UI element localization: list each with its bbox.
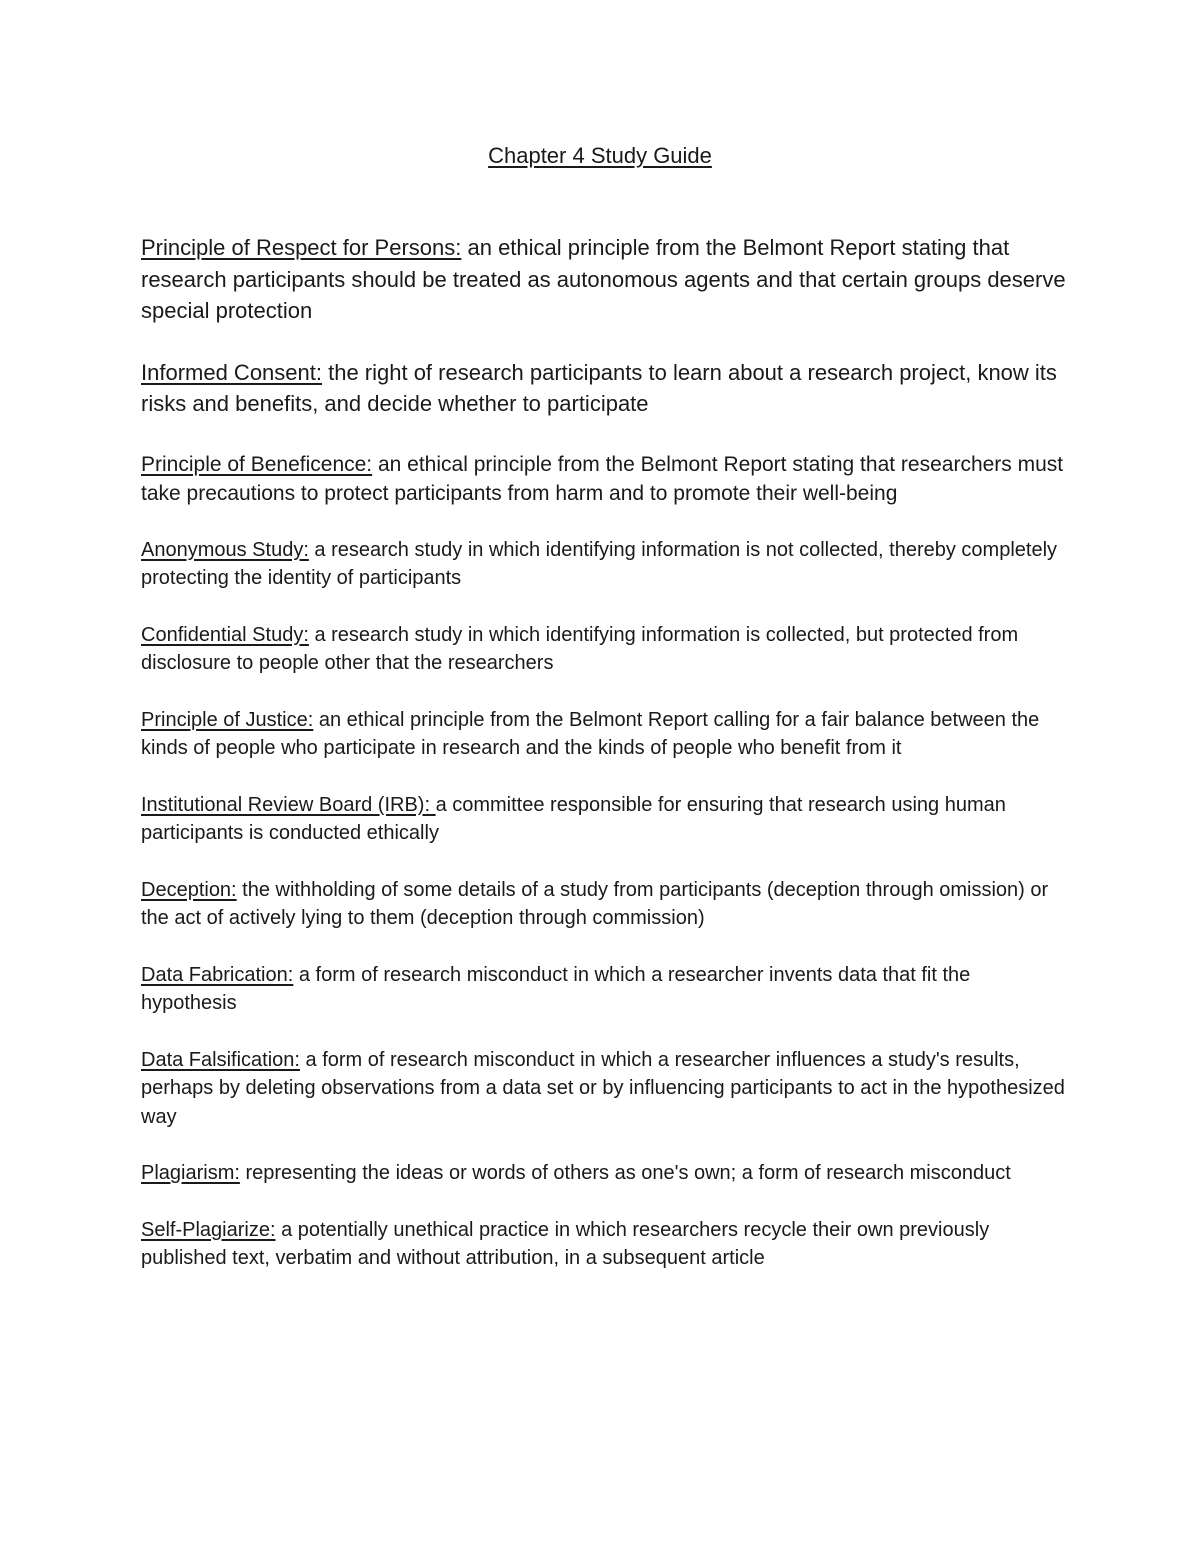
glossary-definition: a form of research misconduct in which a researcher influences a study's results, perhaps by deleting observations from a data set or by influencing participants to act in the hypothesized way <box>141 1048 1065 1128</box>
glossary-entry-data-fabrication <box>141 961 1071 1018</box>
glossary-term: Institutional Review Board (IRB): <box>141 793 436 816</box>
glossary-term: Principle of Beneficence: <box>141 452 373 476</box>
glossary-definition: a committee responsible for ensuring that research using human participants is conducted ethically <box>141 793 1006 844</box>
glossary-definition: a research study in which identifying information is collected, but protected from disclosure to people other that the researchers <box>141 623 1019 674</box>
glossary-entry-anonymous-study <box>141 536 1071 593</box>
glossary-term: Anonymous Study: <box>141 538 309 561</box>
glossary-definition: an ethical principle from the Belmont Report stating that research participants should be treated as autonomous agents and that certain groups deserve special protection <box>141 235 1066 323</box>
glossary-definition: a form of research misconduct in which a researcher invents data that fit the hypothesis <box>141 963 971 1014</box>
glossary-entry-justice <box>141 706 1071 763</box>
glossary-entry-irb <box>141 791 1071 848</box>
glossary-entry-deception <box>141 876 1071 933</box>
glossary-term: Principle of Justice: <box>141 708 314 731</box>
glossary-term: Data Fabrication: <box>141 963 294 986</box>
glossary-definition: the withholding of some details of a study from participants (deception through omission) or the act of actively lying to them (deception through commission) <box>141 878 1049 929</box>
glossary-entry-confidential-study <box>141 621 1071 678</box>
glossary-entry-self-plagiarize <box>141 1216 1071 1273</box>
glossary-definition: an ethical principle from the Belmont Report stating that researchers must take precautions to protect participants from harm and to promote their well-being <box>141 452 1064 505</box>
glossary-definition: a potentially unethical practice in which researchers recycle their own previously published text, verbatim and without attribution, in a subsequent article <box>141 1218 990 1269</box>
glossary-term: Principle of Respect for Persons: <box>141 235 462 260</box>
glossary-definition: an ethical principle from the Belmont Report calling for a fair balance between the kinds of people who participate in research and the kinds of people who benefit from it <box>141 708 1040 759</box>
glossary-term: Deception: <box>141 878 237 901</box>
glossary-entry-informed-consent <box>141 357 1071 420</box>
glossary-entry-data-falsification <box>141 1046 1071 1132</box>
glossary-term: Informed Consent: <box>141 359 322 385</box>
glossary-list <box>141 232 1071 1301</box>
glossary-term: Plagiarism: <box>141 1162 240 1184</box>
glossary-definition: the right of research participants to learn about a research project, know its risks and benefits, and decide whether to participate <box>141 359 1057 416</box>
glossary-term: Self-Plagiarize: <box>141 1218 276 1241</box>
glossary-definition: representing the ideas or words of others as one's own; a form of research misconduct <box>239 1162 1011 1184</box>
glossary-term: Data Falsification: <box>141 1048 300 1071</box>
glossary-term: Confidential Study: <box>141 623 309 646</box>
glossary-entry-respect-for-persons <box>141 232 1071 327</box>
glossary-entry-beneficence <box>141 450 1071 508</box>
glossary-definition: a research study in which identifying information is not collected, thereby completely protecting the identity of participants <box>141 538 1058 589</box>
glossary-entry-plagiarism <box>141 1159 1071 1188</box>
page-title: Chapter 4 Study Guide <box>488 143 712 168</box>
